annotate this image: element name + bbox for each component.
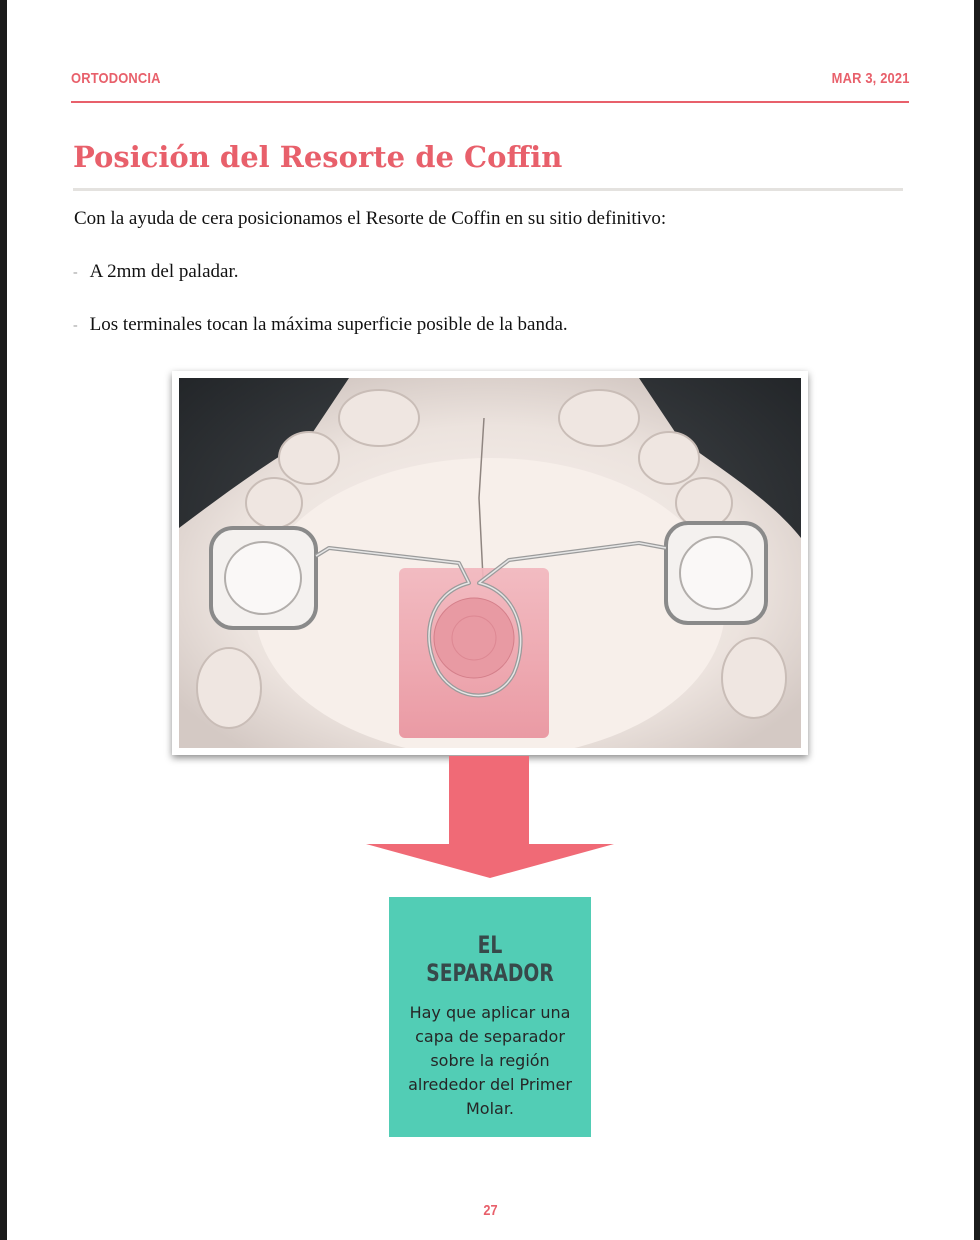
title-divider bbox=[73, 188, 903, 191]
header-section-label: ORTODONCIA bbox=[71, 70, 161, 87]
bullet-text: Los terminales tocan la máxima superficie posible de la banda. bbox=[89, 314, 568, 335]
document-page bbox=[7, 0, 974, 1240]
page-title: Posición del Resorte de Coffin bbox=[73, 140, 563, 174]
bullet-dash-icon: - bbox=[73, 265, 78, 280]
intro-paragraph: Con la ayuda de cera posicionamos el Resorte de Coffin en su sitio definitivo: bbox=[74, 208, 667, 229]
callout-body: Hay que aplicar una capa de separador sobre la región alrededor del Primer Molar. bbox=[408, 1003, 572, 1118]
bullet-dash-icon: - bbox=[73, 318, 78, 333]
page-number: 27 bbox=[483, 1202, 498, 1219]
header-date: MAR 3, 2021 bbox=[832, 70, 910, 87]
callout-title: EL SEPARADOR bbox=[426, 931, 554, 987]
header-divider bbox=[71, 101, 909, 103]
separator-callout-box bbox=[389, 897, 591, 1137]
dental-model-illustration bbox=[179, 378, 801, 748]
bullet-item bbox=[73, 314, 568, 336]
bullet-text: A 2mm del paladar. bbox=[89, 261, 239, 282]
down-arrow-icon bbox=[362, 756, 622, 881]
dental-model-photo bbox=[172, 371, 808, 755]
bullet-item bbox=[73, 261, 238, 283]
